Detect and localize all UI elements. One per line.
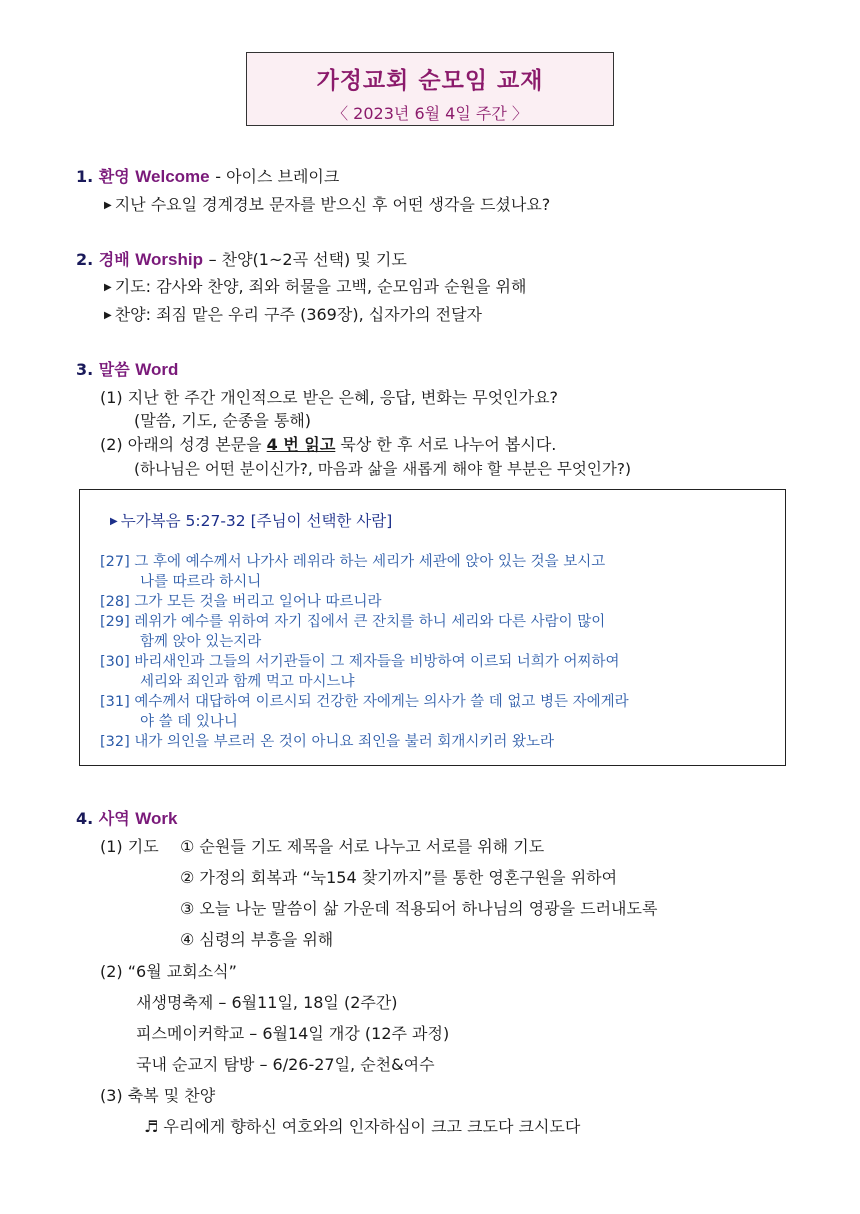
word-question-2-note: (하나님은 어떤 분이신가?, 마음과 삶을 새롭게 해야 할 부분은 무엇인가?) [134, 460, 632, 478]
title-box [246, 52, 614, 126]
worship-item-praise: ▶ 찬양: 죄짐 맡은 우리 구주 (369장), 십자가의 전달자 [104, 305, 483, 324]
work-prayer-label: (1) 기도 [100, 837, 159, 856]
verse-line: 세리와 죄인과 함께 먹고 마시느냐 [140, 674, 355, 690]
triangle-bullet-icon: ▶ [104, 310, 112, 321]
work-blessing-label: (3) 축복 및 찬양 [100, 1086, 216, 1105]
prayer-item: ③ 오늘 나눈 말씀이 삶 가운데 적용되어 하나님의 영광을 드러내도록 [180, 899, 658, 918]
page-subtitle-date: 〈 2023년 6월 4일 주간 〉 [332, 104, 528, 123]
page-title: 가정교회 순모임 교재 [316, 68, 544, 94]
welcome-item: ▶ 지난 수요일 경계경보 문자를 받으신 후 어떤 생각을 드셨나요? [104, 195, 551, 214]
scripture-title: ▶ 누가복음 5:27-32 [주님이 선택한 사람] [110, 512, 393, 530]
section-word-heading: 3. 말씀 Word [76, 360, 179, 379]
triangle-bullet-icon: ▶ [104, 200, 112, 211]
verse-line: [27] 그 후에 예수께서 나가사 레위라 하는 세리가 세관에 앉아 있는 것을 보시고 [100, 554, 606, 570]
section-worship-heading: 2. 경배 Worship – 찬양(1~2곡 선택) 및 기도 [76, 250, 407, 269]
verse-line: [31] 예수께서 대답하여 이르시되 건강한 자에게는 의사가 쓸 데 없고 병든 자에게라 [100, 694, 629, 710]
scripture-box [79, 489, 786, 766]
news-item: 피스메이커학교 – 6월14일 개강 (12주 과정) [136, 1024, 450, 1043]
verse-line: 함께 앉아 있는지라 [140, 634, 262, 650]
triangle-bullet-icon: ▶ [110, 516, 118, 527]
news-item: 국내 순교지 탐방 – 6/26-27일, 순천&여수 [136, 1055, 435, 1074]
verse-line: [29] 레위가 예수를 위하여 자기 집에서 큰 잔치를 하니 세리와 다른 사람이 많이 [100, 614, 606, 630]
verse-line: 야 쓸 데 있나니 [140, 714, 238, 730]
word-question-2: (2) 아래의 성경 본문을 4 번 읽고 묵상 한 후 서로 나누어 봅시다. [100, 435, 557, 454]
news-item: 새생명축제 – 6월11일, 18일 (2주간) [136, 993, 398, 1012]
verse-line: [32] 내가 의인을 부르러 온 것이 아니요 죄인을 불러 회개시키러 왔노라 [100, 734, 555, 750]
word-question-1-note: (말씀, 기도, 순종을 통해) [134, 411, 312, 430]
section-work-heading: 4. 사역 Work [76, 809, 178, 828]
section-welcome-heading: 1. 환영 Welcome - 아이스 브레이크 [76, 167, 340, 186]
work-news-label: (2) “6월 교회소식” [100, 962, 237, 981]
triangle-bullet-icon: ▶ [104, 282, 112, 293]
prayer-item: ④ 심령의 부흥을 위해 [180, 930, 334, 949]
read-count-emphasis: 4 번 읽고 [266, 435, 336, 454]
verse-line: [28] 그가 모든 것을 버리고 일어나 따르니라 [100, 594, 382, 610]
blessing-song: ♬ 우리에게 향하신 여호와의 인자하심이 크고 크도다 크시도다 [144, 1117, 581, 1136]
word-question-1: (1) 지난 한 주간 개인적으로 받은 은혜, 응답, 변화는 무엇인가요? [100, 388, 559, 407]
prayer-item: ① 순원들 기도 제목을 서로 나누고 서로를 위해 기도 [180, 837, 545, 856]
worship-item-prayer: ▶ 기도: 감사와 찬양, 죄와 허물을 고백, 순모임과 순원을 위해 [104, 277, 527, 296]
verse-line: 나를 따르라 하시니 [140, 574, 262, 590]
prayer-item: ② 가정의 회복과 “눅154 찾기까지”를 통한 영혼구원을 위하여 [180, 868, 618, 887]
verse-line: [30] 바리새인과 그들의 서기관들이 그 제자들을 비방하여 이르되 너희가 어찌하여 [100, 654, 620, 670]
